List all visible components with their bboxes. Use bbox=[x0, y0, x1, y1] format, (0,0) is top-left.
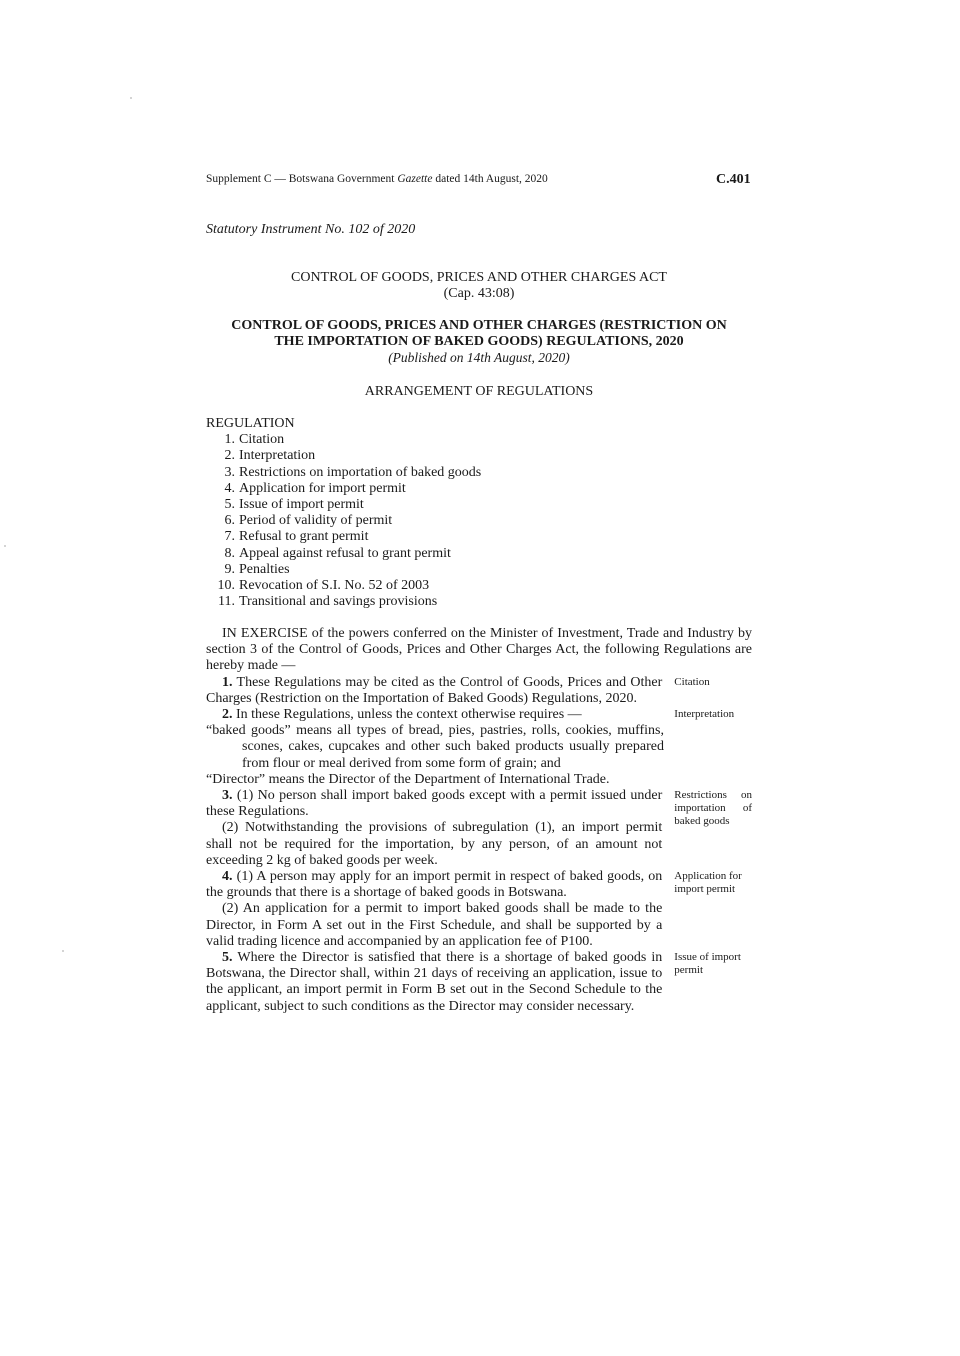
header-gazette: Gazette bbox=[397, 173, 433, 185]
regulations-title-line1: CONTROL OF GOODS, PRICES AND OTHER CHARGES (RESTRICTION ON bbox=[231, 318, 727, 333]
arrangement-item-number: 8. bbox=[224, 545, 235, 561]
margin-note-citation: Citation bbox=[674, 675, 710, 688]
arrangement-item-title: Refusal to grant permit bbox=[239, 529, 369, 545]
arrangement-label: REGULATION bbox=[206, 416, 295, 431]
arrangement-item bbox=[206, 481, 481, 497]
regulation-4-1: 4. (1) A person may apply for an import permit in respect of baked goods, on the grounds that there is a shortage of baked goods in Botswana. bbox=[206, 869, 663, 901]
arrangement-item-title: Interpretation bbox=[239, 448, 316, 464]
arrangement-item-title: Application for import permit bbox=[239, 480, 406, 496]
act-title-block bbox=[206, 270, 752, 302]
act-cap: (Cap. 43:08) bbox=[443, 286, 515, 301]
regulation-4-2: (2) An application for a permit to import baked goods shall be made to the Director, in Form A set out in the First Schedule, and shall be supported by a valid trading licence and accompanied by an application fee of P100. bbox=[206, 901, 663, 949]
arrangement-item-number: 11. bbox=[218, 594, 235, 610]
arrangement-item bbox=[206, 513, 481, 529]
regulation-3-body bbox=[206, 788, 662, 869]
margin-note-restrictions: Restrictions on importation of baked goods bbox=[674, 789, 752, 828]
arrangement-item-title: Transitional and savings provisions bbox=[239, 594, 438, 610]
page-number: C.401 bbox=[716, 172, 751, 187]
arrangement-item bbox=[206, 594, 481, 610]
arrangement-item bbox=[206, 432, 481, 448]
regulation-2 bbox=[206, 707, 752, 723]
arrangement-item-title: Issue of import permit bbox=[239, 497, 364, 513]
published-date: (Published on 14th August, 2020) bbox=[388, 350, 570, 365]
regulations-title-block bbox=[206, 318, 752, 366]
arrangement-items bbox=[206, 432, 481, 610]
regulation-5 bbox=[206, 950, 752, 1015]
scan-speck bbox=[62, 950, 64, 952]
regulation-5-text: 5. Where the Director is satisfied that there is a shortage of baked goods in Botswana, the Director shall, within 21 days of receiving an application, issue to the applicant, an import permit in Form B set out in the Second Schedule to the applicant, subject to such conditions as the Director may consider necessary. bbox=[206, 950, 663, 1014]
arrangement-item bbox=[206, 448, 481, 464]
regulation-3-2: (2) Notwithstanding the provisions of subregulation (1), an import permit shall not be required for the importation, by any person, of an amount not exceeding 2 kg of baked goods per week. bbox=[206, 820, 663, 868]
arrangement-item bbox=[206, 465, 481, 481]
definition-director: “Director” means the Director of the Department of International Trade. bbox=[206, 771, 610, 787]
header-date: dated 14th August, 2020 bbox=[432, 173, 548, 185]
regulation-4 bbox=[206, 869, 752, 950]
arrangement-item-title: Restrictions on importation of baked goods bbox=[239, 464, 482, 480]
arrangement-item-number: 1. bbox=[224, 432, 235, 448]
act-title: CONTROL OF GOODS, PRICES AND OTHER CHARGES ACT bbox=[291, 270, 667, 285]
scan-speck bbox=[130, 97, 132, 99]
regulations-body bbox=[206, 626, 752, 1015]
arrangement-item bbox=[206, 529, 481, 545]
regulation-3-1: 3. (1) No person shall import baked goods except with a permit issued under these Regulations. bbox=[206, 788, 663, 820]
arrangement-item-number: 7. bbox=[224, 529, 235, 545]
scan-speck bbox=[4, 545, 6, 547]
running-header bbox=[206, 173, 548, 185]
arrangement-item-number: 6. bbox=[224, 513, 235, 529]
regulation-2-text: 2. In these Regulations, unless the context otherwise requires — bbox=[222, 707, 582, 723]
arrangement-item-title: Penalties bbox=[239, 561, 290, 577]
arrangement-item-number: 10. bbox=[217, 578, 235, 594]
regulation-1-text: 1. These Regulations may be cited as the Control of Goods, Prices and Other Charges (Restriction on the Importation of Baked Goods) Regulations, 2020. bbox=[206, 674, 663, 706]
arrangement-item-number: 4. bbox=[224, 480, 235, 496]
margin-note-application: Application for import permit bbox=[674, 870, 742, 896]
arrangement-item bbox=[206, 546, 481, 562]
arrangement-item bbox=[206, 497, 481, 513]
definitions bbox=[206, 723, 664, 788]
margin-note-interpretation: Interpretation bbox=[674, 708, 735, 721]
arrangement-item-title: Appeal against refusal to grant permit bbox=[239, 545, 451, 561]
arrangement-item-number: 2. bbox=[224, 448, 235, 464]
arrangement-item-title: Citation bbox=[239, 432, 285, 448]
arrangement-item bbox=[206, 578, 481, 594]
arrangement-item bbox=[206, 562, 481, 578]
regulation-1 bbox=[206, 675, 752, 707]
regulations-title-line2: THE IMPORTATION OF BAKED GOODS) REGULATIONS, 2020 bbox=[274, 334, 684, 349]
arrangement-item-number: 9. bbox=[224, 561, 235, 577]
arrangement-heading: ARRANGEMENT OF REGULATIONS bbox=[364, 384, 594, 399]
statutory-instrument-number: Statutory Instrument No. 102 of 2020 bbox=[206, 222, 416, 237]
arrangement-item-number: 5. bbox=[224, 497, 235, 513]
arrangement-item-number: 3. bbox=[224, 464, 235, 480]
definition-baked-goods: “baked goods” means all types of bread, pies, pastries, rolls, cookies, muffins, scones, cakes, cupcakes and other such baked products usually prepared from flour or meal derived from some form of grain; and bbox=[206, 723, 664, 771]
arrangement-list bbox=[206, 416, 481, 610]
regulation-3 bbox=[206, 788, 752, 869]
arrangement-item-title: Period of validity of permit bbox=[239, 513, 393, 529]
regulation-4-body bbox=[206, 869, 662, 950]
arrangement-item-title: Revocation of S.I. No. 52 of 2003 bbox=[239, 578, 430, 594]
header-text: Supplement C — Botswana Government bbox=[206, 173, 398, 185]
margin-note-issue: Issue of import permit bbox=[674, 951, 741, 977]
preamble: IN EXERCISE of the powers conferred on the Minister of Investment, Trade and Industry by section 3 of the Control of Goods, Prices and Other Charges Act, the following Regulations are hereby made — bbox=[206, 626, 752, 674]
